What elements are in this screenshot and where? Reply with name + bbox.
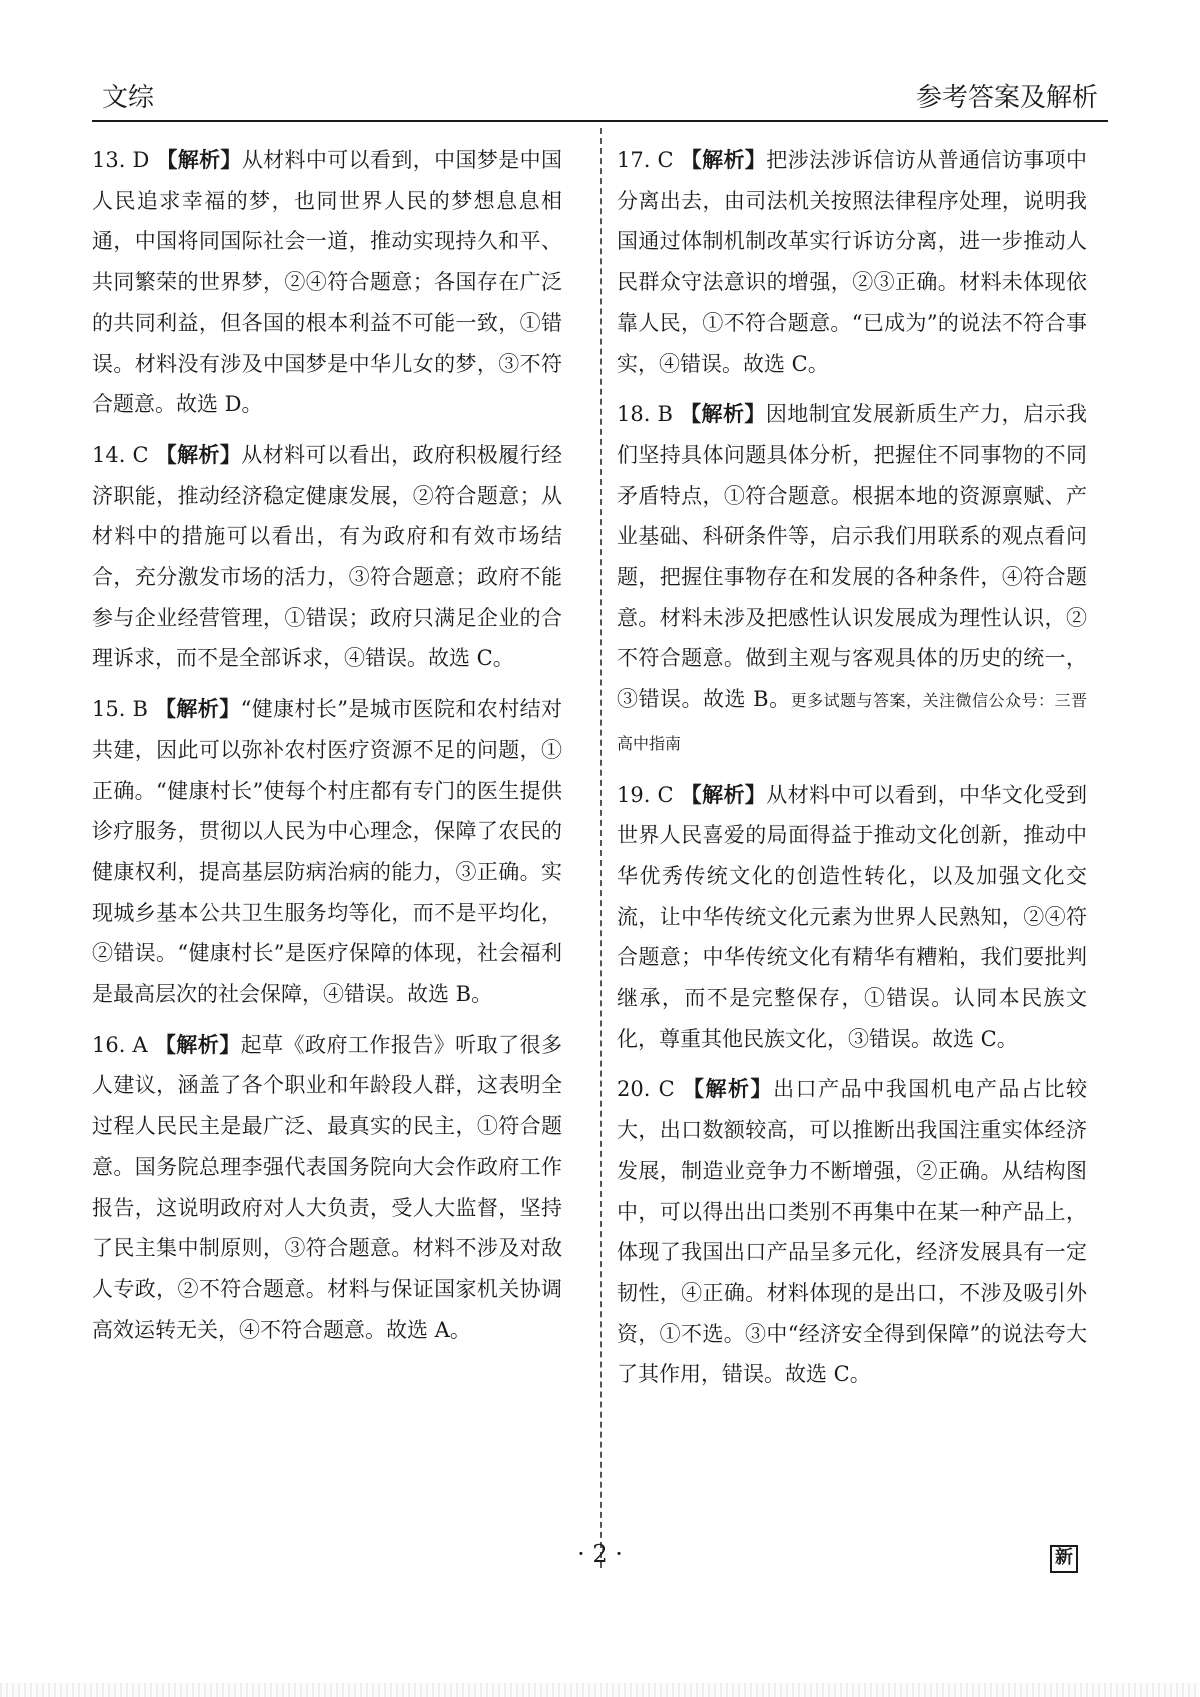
question-number: 18. B bbox=[617, 402, 673, 427]
analysis-tag: 【解析】 bbox=[155, 441, 242, 467]
scan-artifact bbox=[0, 1683, 1200, 1697]
analysis-tag: 【解析】 bbox=[680, 401, 766, 427]
answer-text: 起草《政府工作报告》听取了很多人建议，涵盖了各个职业和年龄段人群，这表明全过程人民民主是最广泛、最真实的民主，①符合题意。国务院总理李强代表国务院向大会作政府工作报告，这说明政府对人大负责，受人大监督，坚持了民主集中制原则，③符合题意。材料不涉及对敌人专政，②不符合题意。材料与保证国家机关协调高效运转无关，④不符合题意。故选 A。 bbox=[92, 1032, 562, 1342]
subject-label: 文综 bbox=[102, 83, 155, 113]
question-number: 17. C bbox=[617, 148, 674, 172]
question-number: 15. B bbox=[92, 697, 148, 722]
question-number: 14. C bbox=[92, 442, 149, 467]
page-header bbox=[92, 76, 1108, 122]
analysis-tag: 【解析】 bbox=[680, 781, 767, 807]
analysis-tag: 【解析】 bbox=[154, 696, 241, 722]
page-number: · 2 · bbox=[577, 1540, 623, 1568]
analysis-tag: 【解析】 bbox=[156, 147, 242, 172]
question-number: 13. D bbox=[92, 148, 150, 172]
left-column bbox=[92, 140, 562, 1360]
answer-text: 因地制宜发展新质生产力，启示我们坚持具体问题具体分析，把握住不同事物的不同矛盾特点，①符合题意。根据本地的资源禀赋、产业基础、科研条件等，启示我们用联系的观点看问题，把握住事物存在和发展的各种条件，④符合题意。材料未涉及把感性认识发展成为理性认识，②不符合题意。做到主观与客观具体的历史的统一，③错误。故选 B。 bbox=[617, 402, 1088, 712]
answer-item bbox=[92, 140, 562, 425]
analysis-tag: 【解析】 bbox=[680, 147, 767, 172]
section-title: 参考答案及解析 bbox=[915, 83, 1098, 113]
answer-text: 从材料中可以看到，中国梦是中国人民追求幸福的梦，也同世界人民的梦想息息相通，中国将同国际社会一道，推动实现持久和平、共同繁荣的世界梦，②④符合题意；各国存在广泛的共同利益，但各国的根本利益不可能一致，①错误。材料没有涉及中国梦是中华儿女的梦，③不符合题意。故选 D。 bbox=[92, 148, 562, 417]
question-number: 19. C bbox=[617, 782, 674, 807]
answer-item bbox=[617, 1069, 1087, 1395]
column-divider bbox=[600, 128, 602, 1568]
answer-text: 从材料可以看出，政府积极履行经济职能，推动经济稳定健康发展，②符合题意；从材料中的措施可以看出，有为政府和有效市场结合，充分激发市场的活力，③符合题意；政府不能参与企业经营管理，①错误；政府只满足企业的合理诉求，而不是全部诉求，④错误。故选 C。 bbox=[92, 442, 563, 671]
answer-text: 从材料中可以看到，中华文化受到世界人民喜爱的局面得益于推动文化创新，推动中华优秀传统文化的创造性转化，以及加强文化交流，让中华传统文化元素为世界人民熟知，②④符合题意；中华传统文化有精华有糟粕，我们要批判继承，而不是完整保存，①错误。认同本民族文化，尊重其他民族文化，③错误。故选 C。 bbox=[617, 782, 1088, 1051]
analysis-tag: 【解析】 bbox=[154, 1031, 241, 1057]
answer-item bbox=[617, 140, 1087, 384]
right-column bbox=[617, 140, 1087, 1405]
wechat-notice: 更多试题与答案，关注微信公众号：三晋高中指南 bbox=[617, 691, 1087, 753]
publisher-logo-icon: 新 bbox=[1050, 1545, 1078, 1573]
answer-item bbox=[92, 435, 562, 679]
answer-text: “健康村长”是城市医院和农村结对共建，因此可以弥补农村医疗资源不足的问题，①正确。“健康村长”使每个村庄都有专门的医生提供诊疗服务，贯彻以人民为中心理念，保障了农民的健康权利，提高基层防病治病的能力，③正确。实现城乡基本公共卫生服务均等化，而不是平均化，②错误。“健康村长”是医疗保障的体现，社会福利是最高层次的社会保障，④错误。故选 B。 bbox=[92, 697, 562, 1007]
analysis-tag: 【解析】 bbox=[682, 1076, 774, 1102]
question-number: 16. A bbox=[92, 1032, 148, 1057]
answer-item bbox=[617, 775, 1087, 1060]
answer-item bbox=[92, 1025, 562, 1351]
answer-text: 把涉法涉诉信访从普通信访事项中分离出去，由司法机关按照法律程序处理，说明我国通过体制机制改革实行诉访分离，进一步推动人民群众守法意识的增强，②③正确。材料未体现依靠人民，①不符合题意。“已成为”的说法不符合事实，④错误。故选 C。 bbox=[617, 148, 1088, 376]
answer-item bbox=[92, 689, 562, 1015]
answer-text: 出口产品中我国机电产品占比较大，出口数额较高，可以推断出我国注重实体经济发展，制造业竞争力不断增强，②正确。从结构图中，可以得出出口类别不再集中在某一种产品上，体现了我国出口产品呈多元化，经济发展具有一定韧性，④正确。材料体现的是出口，不涉及吸引外资，①不选。③中“经济安全得到保障”的说法夸大了其作用，错误。故选 C。 bbox=[617, 1077, 1088, 1387]
answer-item bbox=[617, 394, 1087, 764]
question-number: 20. C bbox=[617, 1077, 675, 1102]
